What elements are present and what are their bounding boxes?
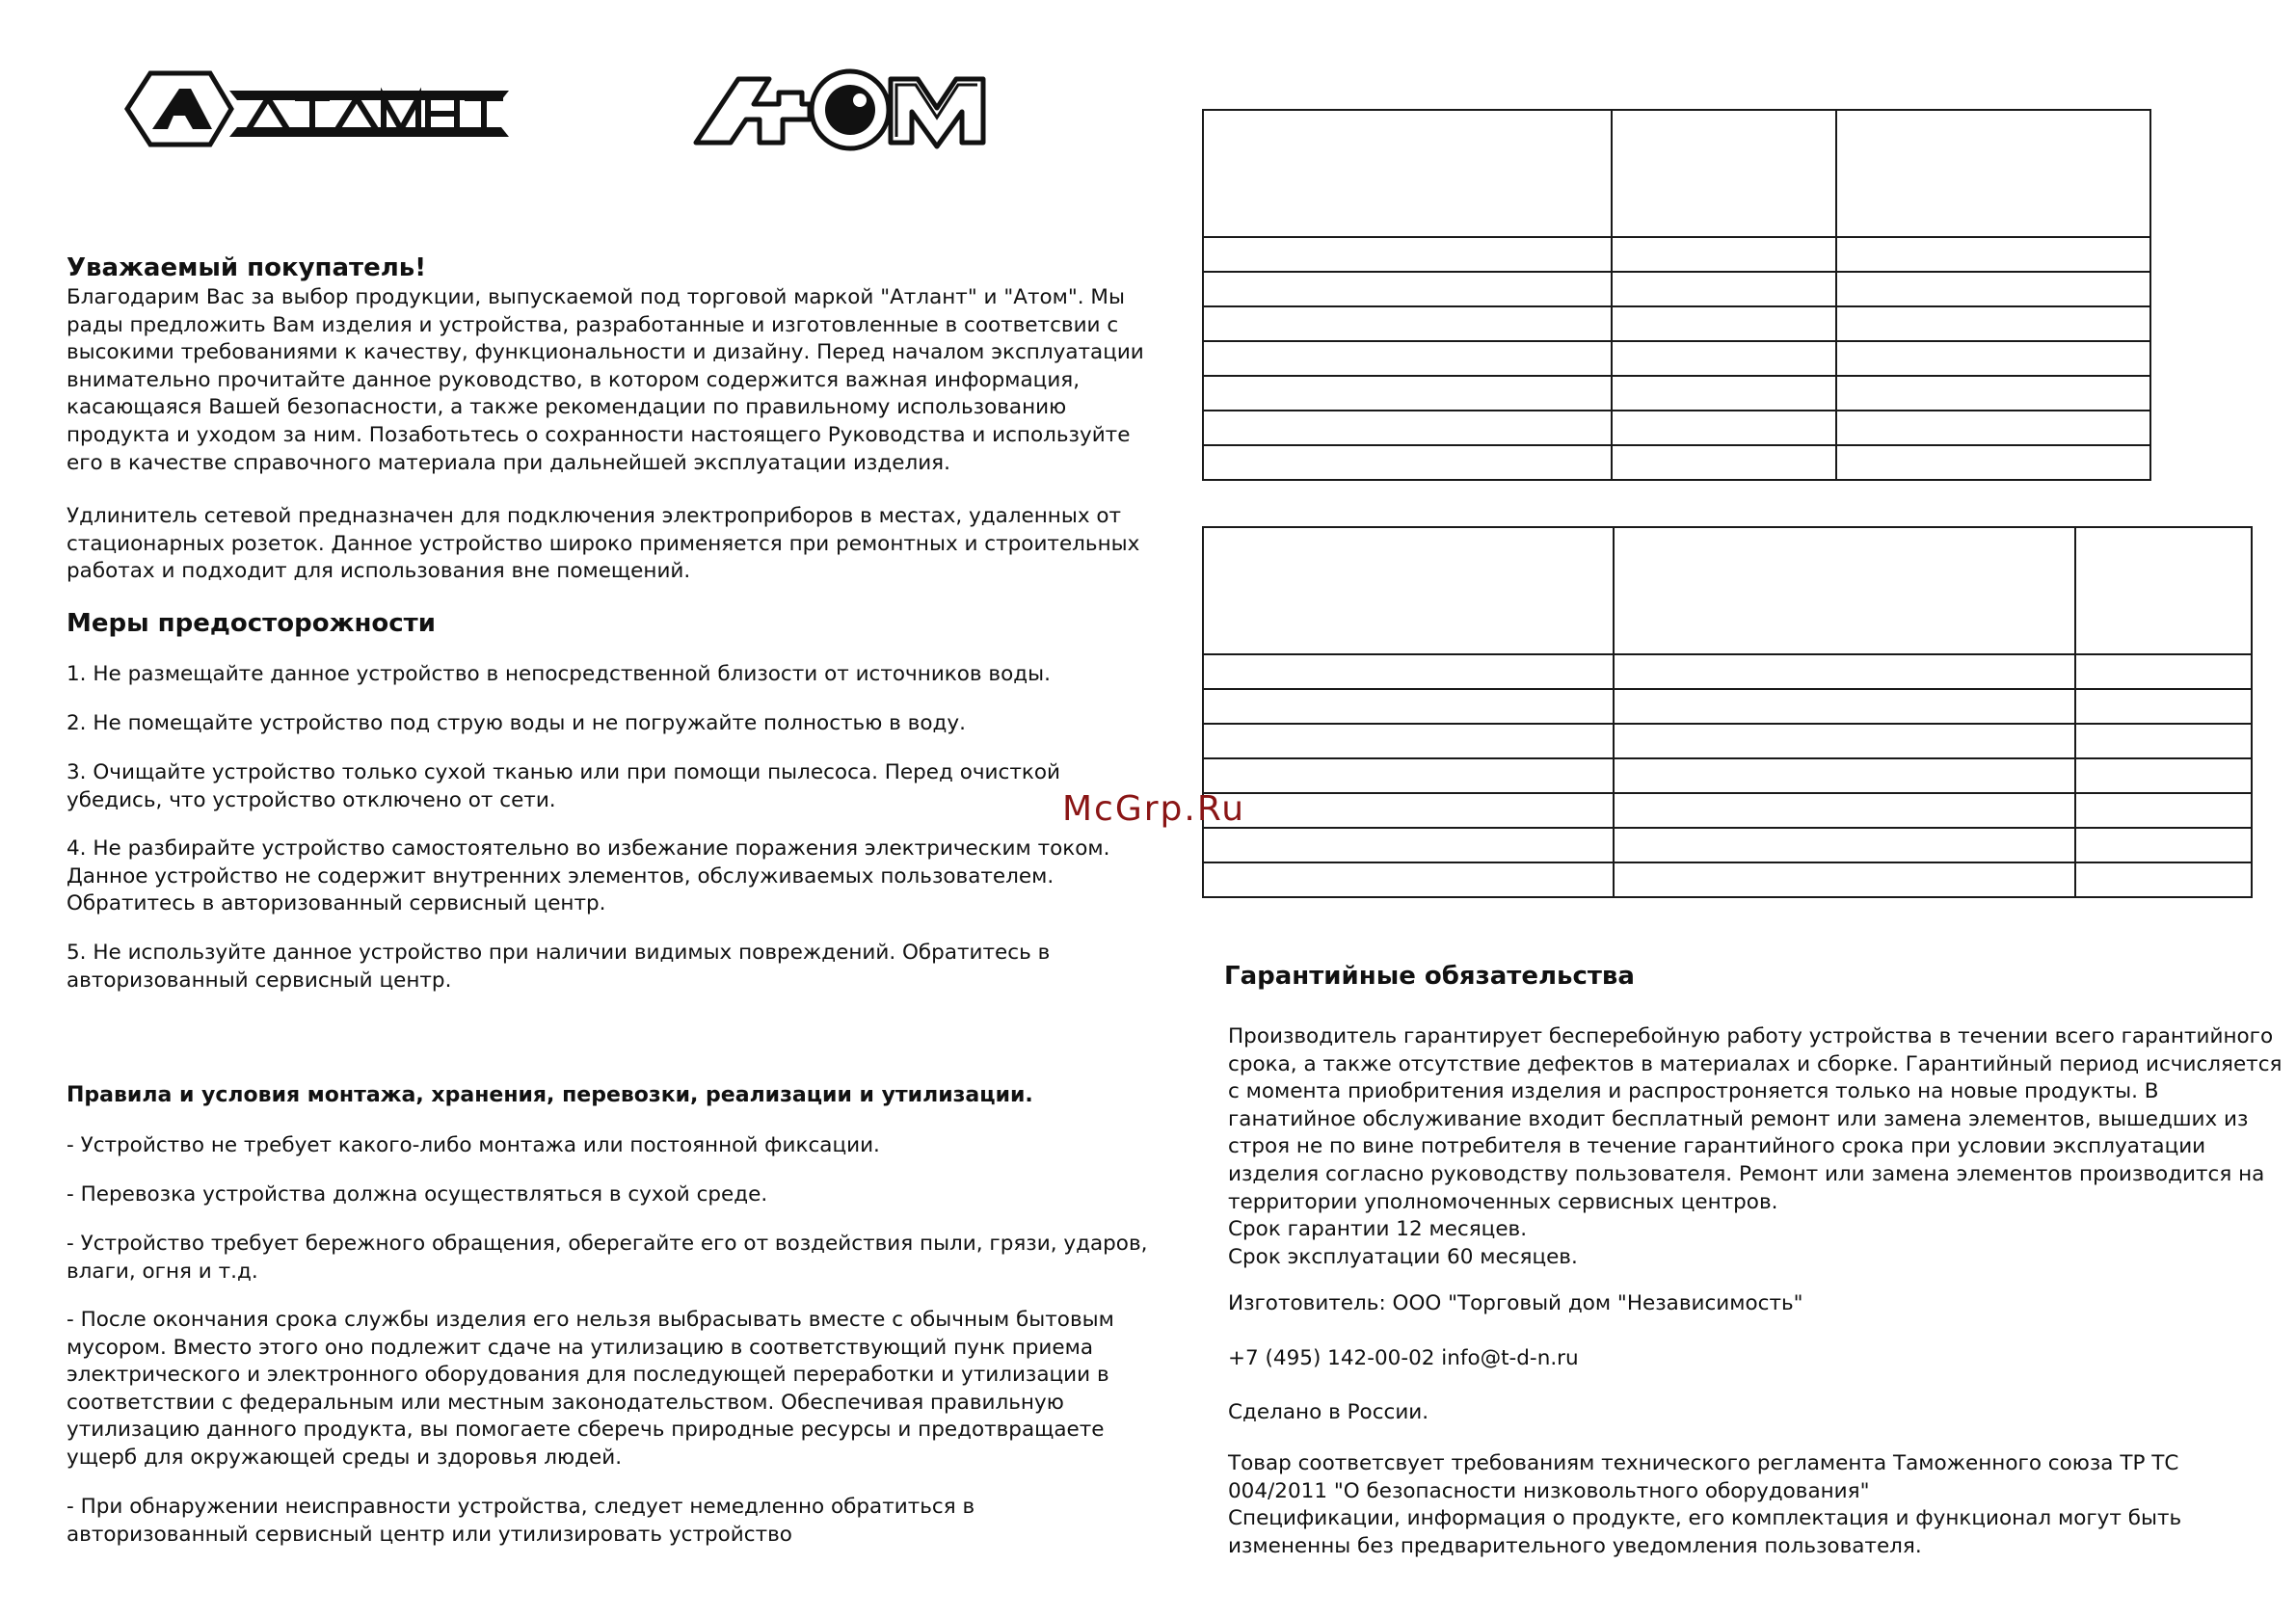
contacts-line: +7 (495) 142-00-02 info@t-d-n.ru (1228, 1346, 1579, 1370)
atom-logo (690, 66, 997, 152)
origin-line: Сделано в России. (1228, 1400, 1429, 1424)
rules-item: - После окончания срока службы изделия его нельзя выбрасывать вместе с обычным бытовым мусором. Вместо этого оно подлежит сдаче на утилизацию в соответствующий пунк приема электрического и электронного оборудования для последующей переработки и утилизации в соответствии с федеральным или местным законодательством. Обеспечивая правильную утилизацию данного продукта, вы помогаете сберечь природные ресурсы и предотвращаете ущерб для окружающей среды и здоровья людей. (67, 1308, 1114, 1470)
precaution-item: 2. Не помещайте устройство под струю воды и не погружайте полностью в воду. (67, 711, 966, 735)
precautions-title: Меры предосторожности (67, 609, 436, 638)
warranty-paragraph: Производитель гарантирует бесперебойную работу устройства в течении всего гарантийного срока, а также отсутствие дефектов в материалах и сборке. Гарантийный период исчисляется с момента приобритения изделия и распростроняется только на новые продукты. В ганатийное обслуживание входит бесплатный ремонт или замена элементов, вышедших из строя не по вине потребителя в течение гарантийного срока при условии эксплуатации изделия согласно руководству пользователя. Ремонт или замена элементов производится на территории уполномоченных сервисных центров. Срок гарантии 12 месяцев. Срок эксплуатации 60 месяцев. (1228, 1024, 2283, 1269)
precaution-item: 1. Не размещайте данное устройство в непосредственной близости от источников воды. (67, 662, 1051, 686)
table-top (1202, 109, 2151, 481)
table-bottom (1202, 526, 2253, 898)
rules-item: - Устройство не требует какого-либо монтажа или постоянной фиксации. (67, 1133, 880, 1157)
manufacturer-line: Изготовитель: ООО "Торговый дом "Независимость" (1228, 1291, 1803, 1315)
precaution-item: 4. Не разбирайте устройство самостоятельно во избежание поражения электрическим током. Данное устройство не содержит внутренних элементов, обслуживаемых пользователем. Обратитесь в авторизованный сервисный центр. (67, 836, 1110, 916)
rules-item: - Перевозка устройства должна осуществляться в сухой среде. (67, 1182, 768, 1207)
precaution-item: 3. Очищайте устройство только сухой тканью или при помощи пылесоса. Перед очисткой убедись, что устройство отключено от сети. (67, 760, 1060, 812)
rules-item: - Устройство требует бережного обращения, оберегайте его от воздействия пыли, грязи, ударов, влаги, огня и т.д. (67, 1232, 1148, 1284)
intro-paragraph: Благодарим Вас за выбор продукции, выпускаемой под торговой маркой "Атлант" и "Атом". Мы рады предложить Вам изделия и устройства, разработанные и изготовленные в соответсвии с высокими требованиями к качеству, функциональности и дизайну. Перед началом эксплуатации внимательно прочитайте данное руководство, в котором содержится важная информация, касающаяся Вашей безопасности, а также рекомендации по правильному использованию продукта и уходом за ним. Позаботьтесь о сохранности настоящего Руководства и используйте его в качестве справочного материала при дальнейшей эксплуатации изделия. (67, 285, 1144, 475)
compliance-paragraph: Товар соответсвует требованиям технического регламента Таможенного союза ТР ТС 004/2011 "О безопасности низковольтного оборудования" Спецификации, информация о продукте, его комплектация и функционал могут быть измененны без предварительного уведомления пользователя. (1228, 1451, 2182, 1558)
precaution-item: 5. Не используйте данное устройство при наличии видимых повреждений. Обратитесь в авторизованный сервисный центр. (67, 941, 1051, 993)
atlant-logo (123, 69, 519, 148)
rules-title: Правила и условия монтажа, хранения, перевозки, реализации и утилизации. (67, 1083, 1033, 1107)
watermark: McGrp.Ru (1062, 789, 1246, 829)
rules-item: - При обнаружении неисправности устройства, следует немедленно обратиться в авторизованный сервисный центр или утилизировать устройство (67, 1495, 975, 1547)
intro-title: Уважаемый покупатель! (67, 253, 427, 282)
warranty-title: Гарантийные обязательства (1224, 962, 1635, 991)
purpose-paragraph: Удлинитель сетевой предназначен для подключения электроприборов в местах, удаленных от стационарных розеток. Данное устройство широко применяется при ремонтных и строительных работах и подходит для использования вне помещений. (67, 504, 1140, 584)
